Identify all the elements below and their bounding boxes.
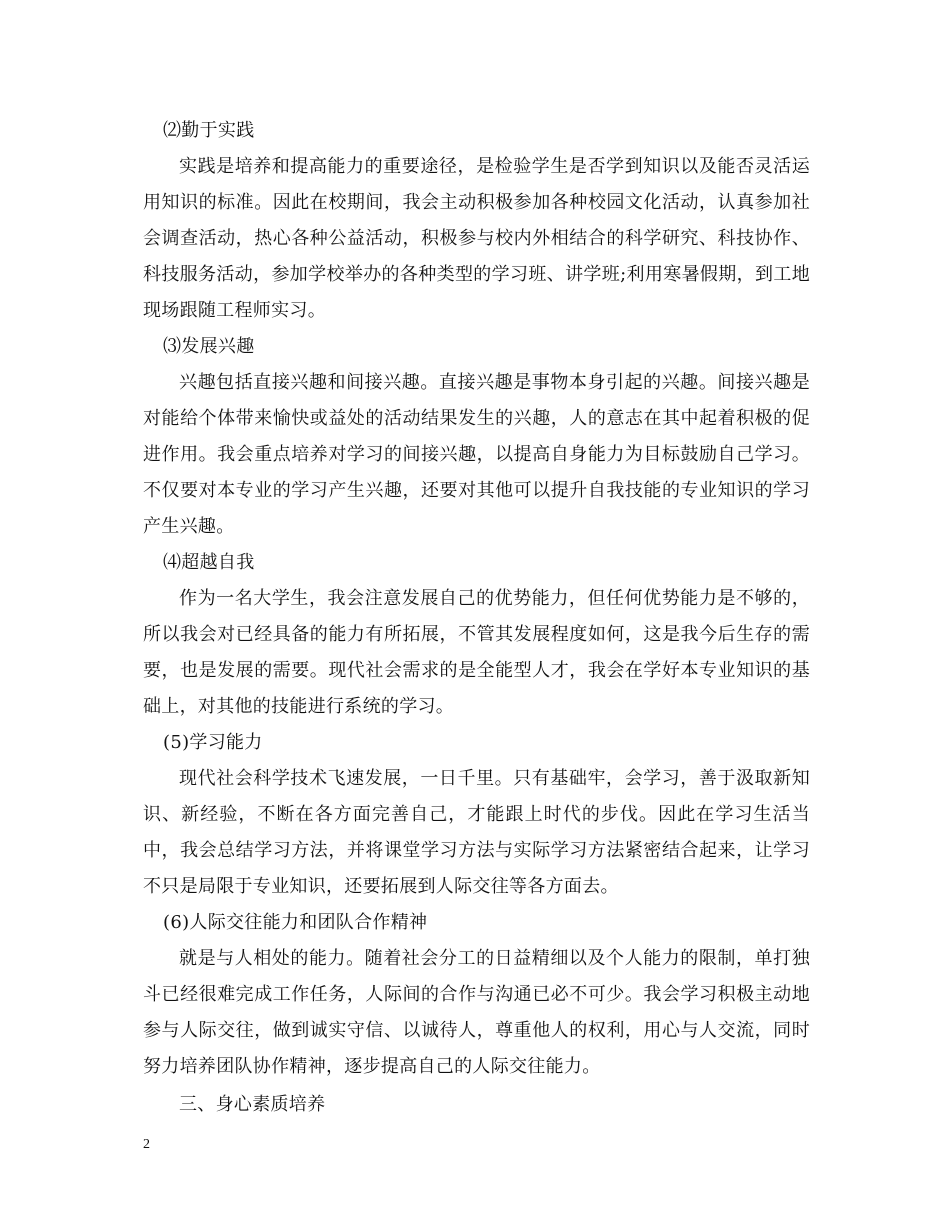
paragraph-self-transcendence: 作为一名大学生，我会注意发展自己的优势能力，但任何优势能力是不够的，所以我会对已经具备的能力有所拓展，不管其发展程度如何，这是我今后生存的需要，也是发展的需要。现代社会需求的是全能型人才，我会在学好本专业知识的基础上，对其他的技能进行系统的学习。 bbox=[143, 588, 810, 717]
section-title: 三、身心素质培养 bbox=[179, 1094, 326, 1115]
subheading-practice: ⑵勤于实践 bbox=[163, 120, 255, 141]
subheading-interest: ⑶发展兴趣 bbox=[163, 336, 255, 357]
page-number: 2 bbox=[143, 1137, 150, 1152]
paragraph-learning-ability: 现代社会科学技术飞速发展，一日千里。只有基础牢，会学习，善于汲取新知识、新经验，不断在各方面完善自己，才能跟上时代的步伐。因此在学习生活当中，我会总结学习方法，并将课堂学习方法与实际学习方法紧密结合起来，让学习不只是局限于专业知识，还要拓展到人际交往等各方面去。 bbox=[143, 768, 810, 897]
document-body bbox=[143, 113, 810, 1123]
subheading-learning-ability: (5)学习能力 bbox=[163, 732, 263, 753]
paragraph-teamwork: 就是与人相处的能力。随着社会分工的日益精细以及个人能力的限制，单打独斗已经很难完成工作任务，人际间的合作与沟通已必不可少。我会学习积极主动地参与人际交往，做到诚实守信、以诚待人，尊重他人的权利，用心与人交流，同时努力培养团队协作精神，逐步提高自己的人际交往能力。 bbox=[143, 948, 810, 1077]
paragraph-interest: 兴趣包括直接兴趣和间接兴趣。直接兴趣是事物本身引起的兴趣。间接兴趣是对能给个体带来愉快或益处的活动结果发生的兴趣，人的意志在其中起着积极的促进作用。我会重点培养对学习的间接兴趣，以提高自身能力为目标鼓励自己学习。不仅要对本专业的学习产生兴趣，还要对其他可以提升自我技能的专业知识的学习产生兴趣。 bbox=[143, 372, 810, 537]
subheading-self-transcendence: ⑷超越自我 bbox=[163, 552, 255, 573]
subheading-teamwork: (6)人际交往能力和团队合作精神 bbox=[163, 912, 428, 933]
paragraph-practice: 实践是培养和提高能力的重要途径，是检验学生是否学到知识以及能否灵活运用知识的标准。因此在校期间，我会主动积极参加各种校园文化活动，认真参加社会调查活动，热心各种公益活动，积极参与校内外相结合的科学研究、科技协作、科技服务活动，参加学校举办的各种类型的学习班、讲学班;利用寒暑假期，到工地现场跟随工程师实习。 bbox=[143, 156, 810, 321]
